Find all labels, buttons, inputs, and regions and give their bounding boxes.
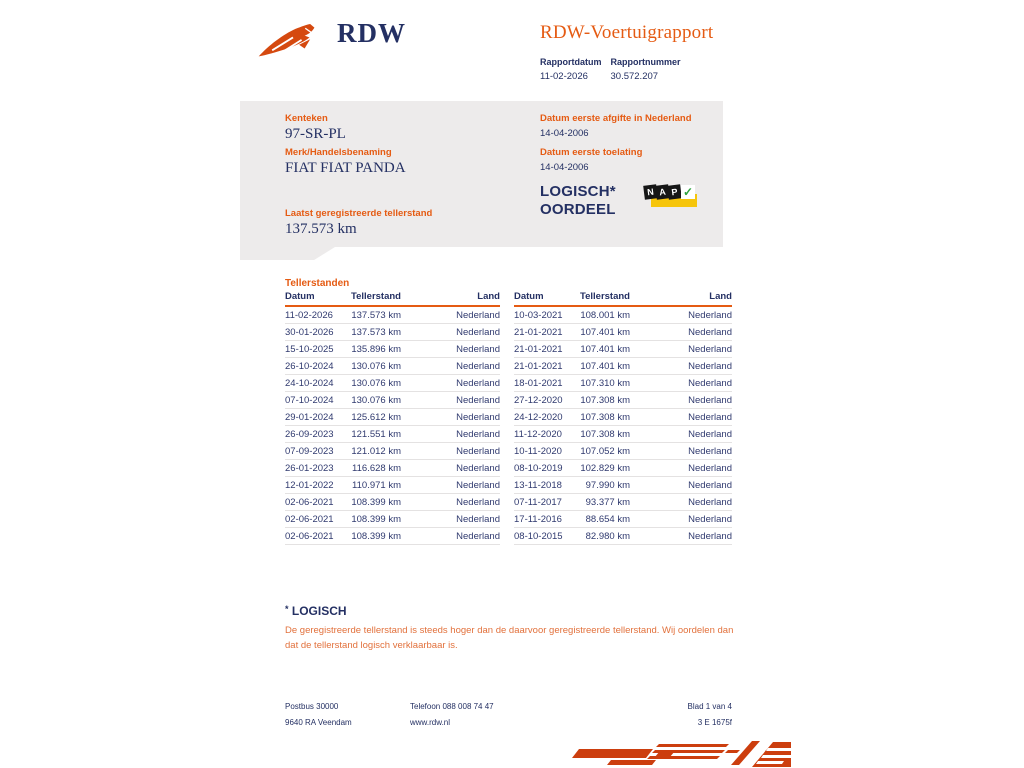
cell-datum: 18-01-2021	[514, 378, 563, 389]
cell-land: Nederland	[688, 531, 732, 542]
cell-datum: 30-01-2026	[285, 327, 334, 338]
table-row	[285, 324, 500, 341]
cell-datum: 07-10-2024	[285, 395, 334, 406]
table-row	[285, 511, 500, 528]
report-number-field	[611, 57, 681, 82]
cell-tellerstand: 130.076 km	[351, 395, 401, 406]
column-header-datum: Datum	[514, 291, 544, 302]
cell-land: Nederland	[456, 378, 500, 389]
oordeel-line2: OORDEEL	[540, 201, 616, 218]
footer-address-line2: 9640 RA Veendam	[285, 718, 352, 727]
cell-datum: 29-01-2024	[285, 412, 334, 423]
odometer-table-left	[285, 291, 500, 545]
cell-land: Nederland	[688, 378, 732, 389]
table-row	[514, 477, 732, 494]
footer-page-number: Blad 1 van 4	[687, 702, 732, 711]
cell-land: Nederland	[688, 310, 732, 321]
cell-land: Nederland	[456, 514, 500, 525]
cell-tellerstand: 107.308 km	[580, 429, 630, 440]
afgifte-label: Datum eerste afgifte in Nederland	[540, 113, 692, 124]
cell-land: Nederland	[688, 463, 732, 474]
cell-datum: 08-10-2015	[514, 531, 563, 542]
cell-tellerstand: 110.971 km	[352, 480, 401, 491]
toelating-value: 14-04-2006	[540, 162, 589, 173]
cell-land: Nederland	[456, 327, 500, 338]
cell-datum: 13-11-2018	[514, 480, 562, 491]
rdw-logotype: RDW	[337, 18, 406, 48]
footer-address-line1: Postbus 30000	[285, 702, 339, 711]
table-row	[514, 443, 732, 460]
tellerstand-field	[285, 208, 432, 238]
cell-land: Nederland	[688, 480, 732, 491]
table-row	[285, 392, 500, 409]
footer-website: www.rdw.nl	[410, 718, 451, 727]
cell-datum: 21-01-2021	[514, 327, 563, 338]
table-header	[285, 291, 500, 307]
cell-tellerstand: 116.628 km	[352, 463, 401, 474]
nap-letter-a: A	[655, 184, 670, 199]
cell-tellerstand: 107.308 km	[580, 395, 630, 406]
tellerstand-value: 137.573 km	[285, 221, 357, 237]
cell-datum: 08-10-2019	[514, 463, 563, 474]
cell-tellerstand: 121.551 km	[351, 429, 401, 440]
cell-tellerstand: 108.001 km	[580, 310, 630, 321]
tellerstand-label: Laatst geregistreerde tellerstand	[285, 208, 433, 219]
cell-datum: 15-10-2025	[285, 344, 334, 355]
kenteken-label: Kenteken	[285, 113, 328, 124]
cell-datum: 11-02-2026	[285, 310, 333, 321]
cell-tellerstand: 88.654 km	[585, 514, 630, 525]
table-row	[514, 511, 732, 528]
cell-land: Nederland	[688, 395, 732, 406]
table-row	[285, 528, 500, 545]
table-row	[514, 528, 732, 545]
table-row	[514, 307, 732, 324]
table-row	[285, 341, 500, 358]
table-row	[285, 477, 500, 494]
column-header-land: Land	[709, 291, 732, 302]
cell-land: Nederland	[456, 310, 500, 321]
cell-tellerstand: 130.076 km	[351, 378, 401, 389]
column-header-land: Land	[477, 291, 500, 302]
table-row	[285, 375, 500, 392]
oordeel-badge	[540, 183, 616, 219]
table-row	[514, 460, 732, 477]
footnote-asterisk: *	[285, 604, 289, 614]
cell-datum: 24-10-2024	[285, 378, 334, 389]
report-number-value: 30.572.207	[610, 71, 659, 82]
summary-box-tail	[240, 247, 335, 260]
cell-datum: 21-01-2021	[514, 344, 563, 355]
footer-page-info	[688, 702, 732, 734]
cell-land: Nederland	[688, 412, 732, 423]
footer-address	[285, 702, 410, 734]
report-date-field	[540, 57, 602, 82]
cell-land: Nederland	[456, 395, 500, 406]
vehicle-summary-box	[240, 101, 723, 247]
table-row	[285, 426, 500, 443]
toelating-label: Datum eerste toelating	[540, 147, 643, 158]
cell-tellerstand: 137.573 km	[351, 310, 401, 321]
table-row	[285, 358, 500, 375]
cell-tellerstand: 130.076 km	[351, 361, 401, 372]
cell-land: Nederland	[456, 531, 500, 542]
table-row	[285, 460, 500, 477]
kenteken-field	[285, 113, 346, 143]
table-row	[514, 392, 732, 409]
cell-land: Nederland	[688, 361, 732, 372]
cell-land: Nederland	[456, 463, 500, 474]
cell-datum: 26-10-2024	[285, 361, 334, 372]
footer-doc-code: 3 E 1675f	[697, 718, 732, 727]
cell-tellerstand: 107.052 km	[580, 446, 630, 457]
table-header	[514, 291, 732, 307]
table-row	[285, 409, 500, 426]
afgifte-value: 14-04-2006	[540, 128, 589, 139]
cell-datum: 10-11-2020	[514, 446, 562, 457]
footnote-title	[285, 604, 753, 618]
cell-datum: 17-11-2016	[514, 514, 562, 525]
cell-datum: 26-09-2023	[285, 429, 334, 440]
toelating-field	[540, 147, 642, 173]
column-header-tellerstand: Tellerstand	[351, 291, 401, 302]
cell-land: Nederland	[456, 344, 500, 355]
report-meta	[540, 57, 713, 82]
cell-land: Nederland	[688, 497, 732, 508]
cell-tellerstand: 107.401 km	[580, 327, 630, 338]
cell-datum: 07-09-2023	[285, 446, 334, 457]
page-footer	[285, 702, 732, 734]
table-row	[514, 341, 732, 358]
cell-datum: 02-06-2021	[285, 531, 334, 542]
cell-tellerstand: 108.399 km	[351, 531, 401, 542]
nap-letter-p: P	[667, 184, 682, 199]
cell-land: Nederland	[456, 480, 500, 491]
table-row	[514, 324, 732, 341]
cell-datum: 27-12-2020	[514, 395, 563, 406]
report-date-label: Rapportdatum	[540, 57, 602, 67]
column-header-tellerstand: Tellerstand	[580, 291, 630, 302]
cell-land: Nederland	[688, 344, 732, 355]
table-row	[514, 409, 732, 426]
tellerstanden-section-title: Tellerstanden	[285, 278, 350, 289]
cell-tellerstand: 107.308 km	[580, 412, 630, 423]
cell-tellerstand: 135.896 km	[351, 344, 401, 355]
report-title-block	[540, 22, 713, 82]
column-header-datum: Datum	[285, 291, 315, 302]
nap-logo	[644, 184, 698, 211]
cell-tellerstand: 93.377 km	[585, 497, 630, 508]
cell-tellerstand: 137.573 km	[351, 327, 401, 338]
cell-datum: 21-01-2021	[514, 361, 563, 372]
afgifte-field	[540, 113, 692, 139]
footer-phone: Telefoon 088 008 74 47	[410, 702, 494, 711]
cell-tellerstand: 121.012 km	[351, 446, 401, 457]
cell-land: Nederland	[456, 446, 500, 457]
report-number-label: Rapportnummer	[610, 57, 681, 67]
report-date-value: 11-02-2026	[540, 71, 588, 82]
nap-letter-n: N	[643, 184, 658, 199]
cell-land: Nederland	[688, 327, 732, 338]
cell-datum: 02-06-2021	[285, 497, 334, 508]
kenteken-value: 97-SR-PL	[285, 126, 346, 142]
footnote-title-text: LOGISCH	[291, 604, 347, 618]
table-row	[285, 494, 500, 511]
cell-land: Nederland	[688, 429, 732, 440]
cell-datum: 12-01-2022	[285, 480, 334, 491]
table-row	[514, 494, 732, 511]
cell-tellerstand: 97.990 km	[585, 480, 630, 491]
cell-tellerstand: 102.829 km	[580, 463, 630, 474]
page-title: RDW-Voertuigrapport	[540, 22, 714, 43]
merk-value: FIAT FIAT PANDA	[285, 160, 406, 176]
nap-check-icon: ✓	[682, 185, 694, 199]
table-row	[514, 358, 732, 375]
table-row	[285, 307, 500, 324]
cell-datum: 26-01-2023	[285, 463, 334, 474]
cell-land: Nederland	[688, 446, 732, 457]
table-row	[514, 426, 732, 443]
cell-tellerstand: 82.980 km	[585, 531, 630, 542]
odometer-table-right	[514, 291, 732, 545]
rdw-bird-icon	[256, 16, 330, 65]
cell-land: Nederland	[456, 361, 500, 372]
table-row	[514, 375, 732, 392]
cell-land: Nederland	[456, 497, 500, 508]
merk-label: Merk/Handelsbenaming	[285, 147, 392, 158]
cell-tellerstand: 107.401 km	[580, 344, 630, 355]
cell-tellerstand: 107.310 km	[580, 378, 630, 389]
footer-contact	[410, 702, 688, 734]
cell-land: Nederland	[456, 412, 500, 423]
cell-datum: 07-11-2017	[514, 497, 562, 508]
cell-datum: 02-06-2021	[285, 514, 334, 525]
cell-tellerstand: 108.399 km	[351, 514, 401, 525]
cell-datum: 24-12-2020	[514, 412, 563, 423]
cell-land: Nederland	[456, 429, 500, 440]
cell-datum: 10-03-2021	[514, 310, 563, 321]
oordeel-line1: LOGISCH*	[540, 183, 616, 200]
cell-land: Nederland	[688, 514, 732, 525]
cell-tellerstand: 107.401 km	[580, 361, 630, 372]
cell-tellerstand: 125.612 km	[351, 412, 401, 423]
logisch-footnote	[285, 604, 753, 653]
cell-datum: 11-12-2020	[514, 429, 562, 440]
rdw-logo	[256, 16, 406, 65]
rdw-stripes-graphic	[556, 737, 791, 768]
footnote-text: De geregistreerde tellerstand is steeds hoger dan de daarvoor geregistreerde tellerstand. Wij oordelen dan dat de tellerstand logisch verklaarbaar is.	[285, 625, 734, 651]
merk-field	[285, 147, 406, 177]
cell-tellerstand: 108.399 km	[351, 497, 401, 508]
table-row	[285, 443, 500, 460]
